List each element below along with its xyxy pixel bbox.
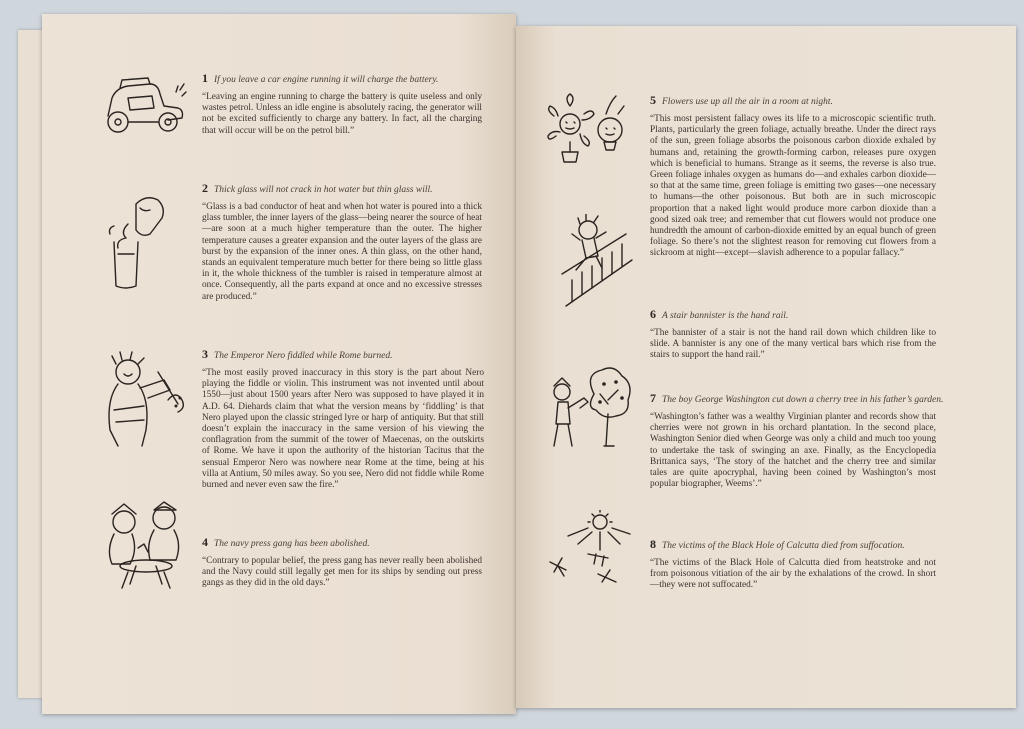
jug-and-glass-icon xyxy=(106,194,176,294)
car-icon xyxy=(98,76,190,142)
flower-and-bulb-icon xyxy=(544,92,634,166)
fact-7 xyxy=(650,391,944,490)
fact-heading xyxy=(202,348,484,362)
fact-3 xyxy=(202,348,484,491)
fact-number: 5 xyxy=(650,93,656,107)
fact-number: 6 xyxy=(650,307,656,321)
fact-title: The boy George Washington cut down a cherry tree in his father’s garden. xyxy=(662,395,944,405)
fact-number: 2 xyxy=(202,181,208,195)
fact-title: The Emperor Nero fiddled while Rome burned. xyxy=(214,351,393,361)
fact-title: If you leave a car engine running it will charge the battery. xyxy=(214,75,439,85)
fact-text: “Contrary to popular belief, the press gang has never really been abolished and the Navy could still legally get men for its ships by sending out press gangs as they did in the old days.” xyxy=(202,556,482,589)
fact-heading xyxy=(650,391,944,406)
left-page xyxy=(42,14,516,714)
fact-5 xyxy=(650,94,936,260)
fact-heading xyxy=(650,94,936,108)
fact-number: 1 xyxy=(202,71,208,85)
fact-text: “The victims of the Black Hole of Calcutta died from heatstroke and not from poisonous vitiation of the air by the exhalations of the crowd. In short—they were not suffocated.” xyxy=(650,558,936,591)
fact-number: 7 xyxy=(650,391,656,405)
fact-text: “The most easily proved inaccuracy in this story is the part about Nero playing the fiddle or violin. This instrument was not invented until about 1550—just about 1500 years after Nero was supposed to have played it in A.D. 64. Diehards claim that what the version means by ‘fiddling’ is that Nero played upon the classic stringed lyre or harp of antiquity. But that still doesn’t explain the inaccuracy in the same version of his viewing the conflagration from the summit of the tower of Maecenas, on the outskirts of Rome. We have it upon the authority of the historian Tacitus that the sensual Emperor Nero was nowhere near Rome at the time, being at his villa at Antium, 50 miles away. So you see, Nero did not fiddle while Rome burned and never even saw the fire.” xyxy=(202,368,484,491)
fact-title: Flowers use up all the air in a room at night. xyxy=(662,97,833,107)
fact-6 xyxy=(650,308,936,362)
fact-text: “The bannister of a stair is not the hand rail down which children like to slide. A bannister is any one of the many vertical bars which rise from the stairs to support the hand rail.” xyxy=(650,328,936,361)
sun-and-figures-icon xyxy=(544,510,634,594)
fact-title: Thick glass will not crack in hot water but thin glass will. xyxy=(214,185,433,195)
fact-number: 4 xyxy=(202,535,208,549)
fact-number: 8 xyxy=(650,537,656,551)
fact-text: “Glass is a bad conductor of heat and when hot water is poured into a thick glass tumbler, the inner layers of the glass—being nearer the source of heat—are soon at a much higher temperature than the outer. The higher temperature causes a greater expansion and the outer layers of the glass are burst by the expansion of the inner ones. A thin glass, on the other hand, stands an equivalent temperature much better for there being so little glass in it, the whole thickness of the tumbler is raised in temperature almost at once. Consequently, all the parts expand at once and no excessive stresses are produced.” xyxy=(202,202,482,302)
cherry-tree-icon xyxy=(544,364,632,454)
fact-heading xyxy=(202,72,482,86)
press-gang-icon xyxy=(100,500,192,590)
fact-text: “Leaving an engine running to charge the battery is quite useless and only wastes petrol. Unless an idle engine is absolutely racing, the generator will not be excited sufficiently to charge any battery. In fact, all the charging that will occur will be on the petrol bill.” xyxy=(202,92,482,136)
fact-number: 3 xyxy=(202,347,208,361)
fact-8 xyxy=(650,538,936,592)
fact-heading xyxy=(202,536,482,550)
fact-4 xyxy=(202,536,482,590)
fact-1 xyxy=(202,72,482,137)
fact-heading xyxy=(650,308,936,322)
fact-heading xyxy=(650,538,936,552)
right-page xyxy=(516,26,1016,708)
fact-text: “Washington’s father was a wealthy Virginian planter and records show that cherries were not grown in his orchard plantation. In the second place, Washington Senior died when George was only a child and much too young to undertake the task of swinging an axe. Finally, as the Encyclopedia Brittanica says, ‘The story of the hatchet and the cherry tree and similar tales are quite apocryphal, having been coined by Washington’s most popular biographer, Weems’.” xyxy=(650,412,936,490)
fact-text: “This most persistent fallacy owes its life to a microscopic scientific truth. Plants, particularly the green foliage, actually breathe. Under the direct rays of the sun, green foliage absorbs the poisonous carbon dioxide exhaled by humans and, retaining the growth-forming carbon, releases pure oxygen which is beneficial to humans. Strange as it seems, the reverse is also true. Green foliage inhales oxygen as humans do—and exhales carbon dioxide—so that at the same time, green foliage is emitting two gases—one necessary to humans—the other poisonous. But both are in such microscopic proportion that a naked light would produce more carbon dioxide than a good sized oak tree; and remember that cut flowers would not produce one hundredth the amount of carbon-dioxide emitted by an equal bunch of green foliage. So there’s not the slightest reason for removing cut flowers from a sickroom at night—except—slavish adherence to a popular fallacy.” xyxy=(650,114,936,259)
fact-heading xyxy=(202,182,482,196)
boy-on-stairs-icon xyxy=(556,214,636,308)
fact-title: A stair bannister is the hand rail. xyxy=(662,311,789,321)
fact-title: The navy press gang has been abolished. xyxy=(214,539,370,549)
nero-fiddling-icon xyxy=(98,350,188,450)
fact-2 xyxy=(202,182,482,303)
fact-title: The victims of the Black Hole of Calcutta died from suffocation. xyxy=(662,541,905,551)
